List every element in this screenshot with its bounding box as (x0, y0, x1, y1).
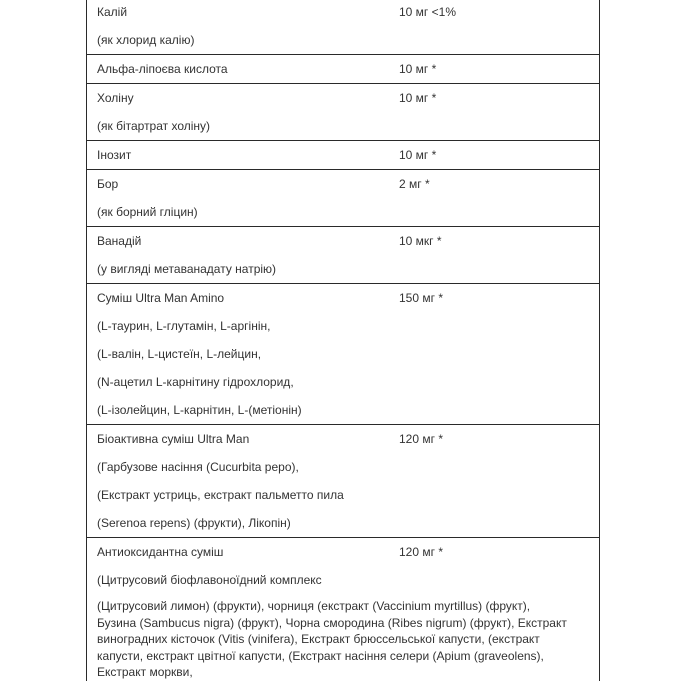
table-row (87, 84, 599, 141)
ingredient-amount: 150 мг * (399, 291, 443, 305)
ingredient-description: (Цитрусовий лимон) (фрукти), чорниця (екстракт (Vaccinium myrtillus) (фрукт), Бузина (Sambucus nigra) (фрукт), Чорна смородина (Ribes nigrum) (фрукт), Екстракт виноградних кісточок (Vitis (vinifera), Екстракт брюссельської капусти, (екстракт капусти, екстракт цвітної капусти, (Екстракт насіння селери (Apium (graveolens), Екстракт моркви, (97, 599, 567, 679)
ingredient-amount-cell (399, 55, 599, 83)
ingredient-amount: 10 мг * (399, 91, 437, 105)
ingredient-name: Калій (97, 5, 128, 19)
ingredient-form: (як бітартрат холіну) (97, 119, 211, 133)
ingredient-detail: (N-ацетил L-карнітину гідрохлорид, (97, 375, 294, 389)
ingredient-name-cell (87, 284, 399, 424)
ingredient-detail: (Екстракт устриць, екстракт пальметто пила (97, 488, 344, 502)
ingredient-amount-cell (399, 227, 599, 283)
ingredient-name-cell (87, 538, 599, 681)
table-row (87, 538, 599, 681)
ingredient-name-cell (87, 141, 399, 169)
ingredient-name-cell (87, 425, 399, 537)
table-row (87, 141, 599, 170)
ingredient-amount-cell (399, 284, 599, 424)
ingredient-detail: (L-таурин, L-глутамін, L-аргінін, (97, 319, 271, 333)
table-row (87, 0, 599, 55)
ingredient-amount: 10 мкг * (399, 234, 442, 248)
ingredient-form: (у вигляді метаванадату натрію) (97, 262, 277, 276)
ingredient-amount: 10 мг * (399, 62, 437, 76)
ingredient-name-cell (87, 227, 399, 283)
ingredient-amount: 2 мг * (399, 177, 430, 191)
ingredient-name: Біоактивна суміш Ultra Man (97, 432, 250, 446)
table-row (87, 425, 599, 538)
ingredient-detail: (Гарбузове насіння (Cucurbita pepo), (97, 460, 299, 474)
ingredient-amount-cell (399, 84, 599, 140)
ingredient-amount: 120 мг * (399, 432, 443, 446)
table-row (87, 170, 599, 227)
ingredient-amount: 10 мг * (399, 148, 437, 162)
ingredient-amount-cell (399, 0, 599, 54)
ingredient-form: (як хлорид калію) (97, 33, 195, 47)
ingredient-name: Ванадій (97, 234, 142, 248)
ingredient-name-cell (87, 84, 399, 140)
ingredient-name: Альфа-ліпоєва кислота (97, 62, 228, 76)
ingredient-amount-cell (399, 170, 599, 226)
table-row (87, 55, 599, 84)
ingredient-name-cell (87, 55, 399, 83)
ingredient-name: Суміш Ultra Man Amino (97, 291, 225, 305)
ingredient-name: Бор (97, 177, 119, 191)
table-row (87, 284, 599, 425)
ingredient-amount: 120 мг * (399, 545, 443, 559)
ingredient-detail: (L-ізолейцин, L-карнітин, L-(метіонін) (97, 403, 302, 417)
ingredient-detail: (Цитрусовий біофлавоноїдний комплекс (97, 573, 322, 587)
ingredient-name: Холіну (97, 91, 134, 105)
ingredient-name: Інозит (97, 148, 132, 162)
ingredient-detail: (Serenoa repens) (фрукти), Лікопін) (97, 516, 291, 530)
ingredient-name-cell (87, 0, 399, 54)
ingredient-amount: 10 мг <1% (399, 5, 456, 19)
table-row (87, 227, 599, 284)
ingredient-name-cell (87, 170, 399, 226)
ingredient-detail: (L-валін, L-цистеїн, L-лейцин, (97, 347, 262, 361)
ingredient-form: (як борний гліцин) (97, 205, 198, 219)
ingredient-amount-cell (399, 141, 599, 169)
ingredient-amount-cell (399, 425, 599, 537)
ingredient-name: Антиоксидантна суміш (97, 545, 224, 559)
supplement-facts-table (86, 0, 600, 681)
